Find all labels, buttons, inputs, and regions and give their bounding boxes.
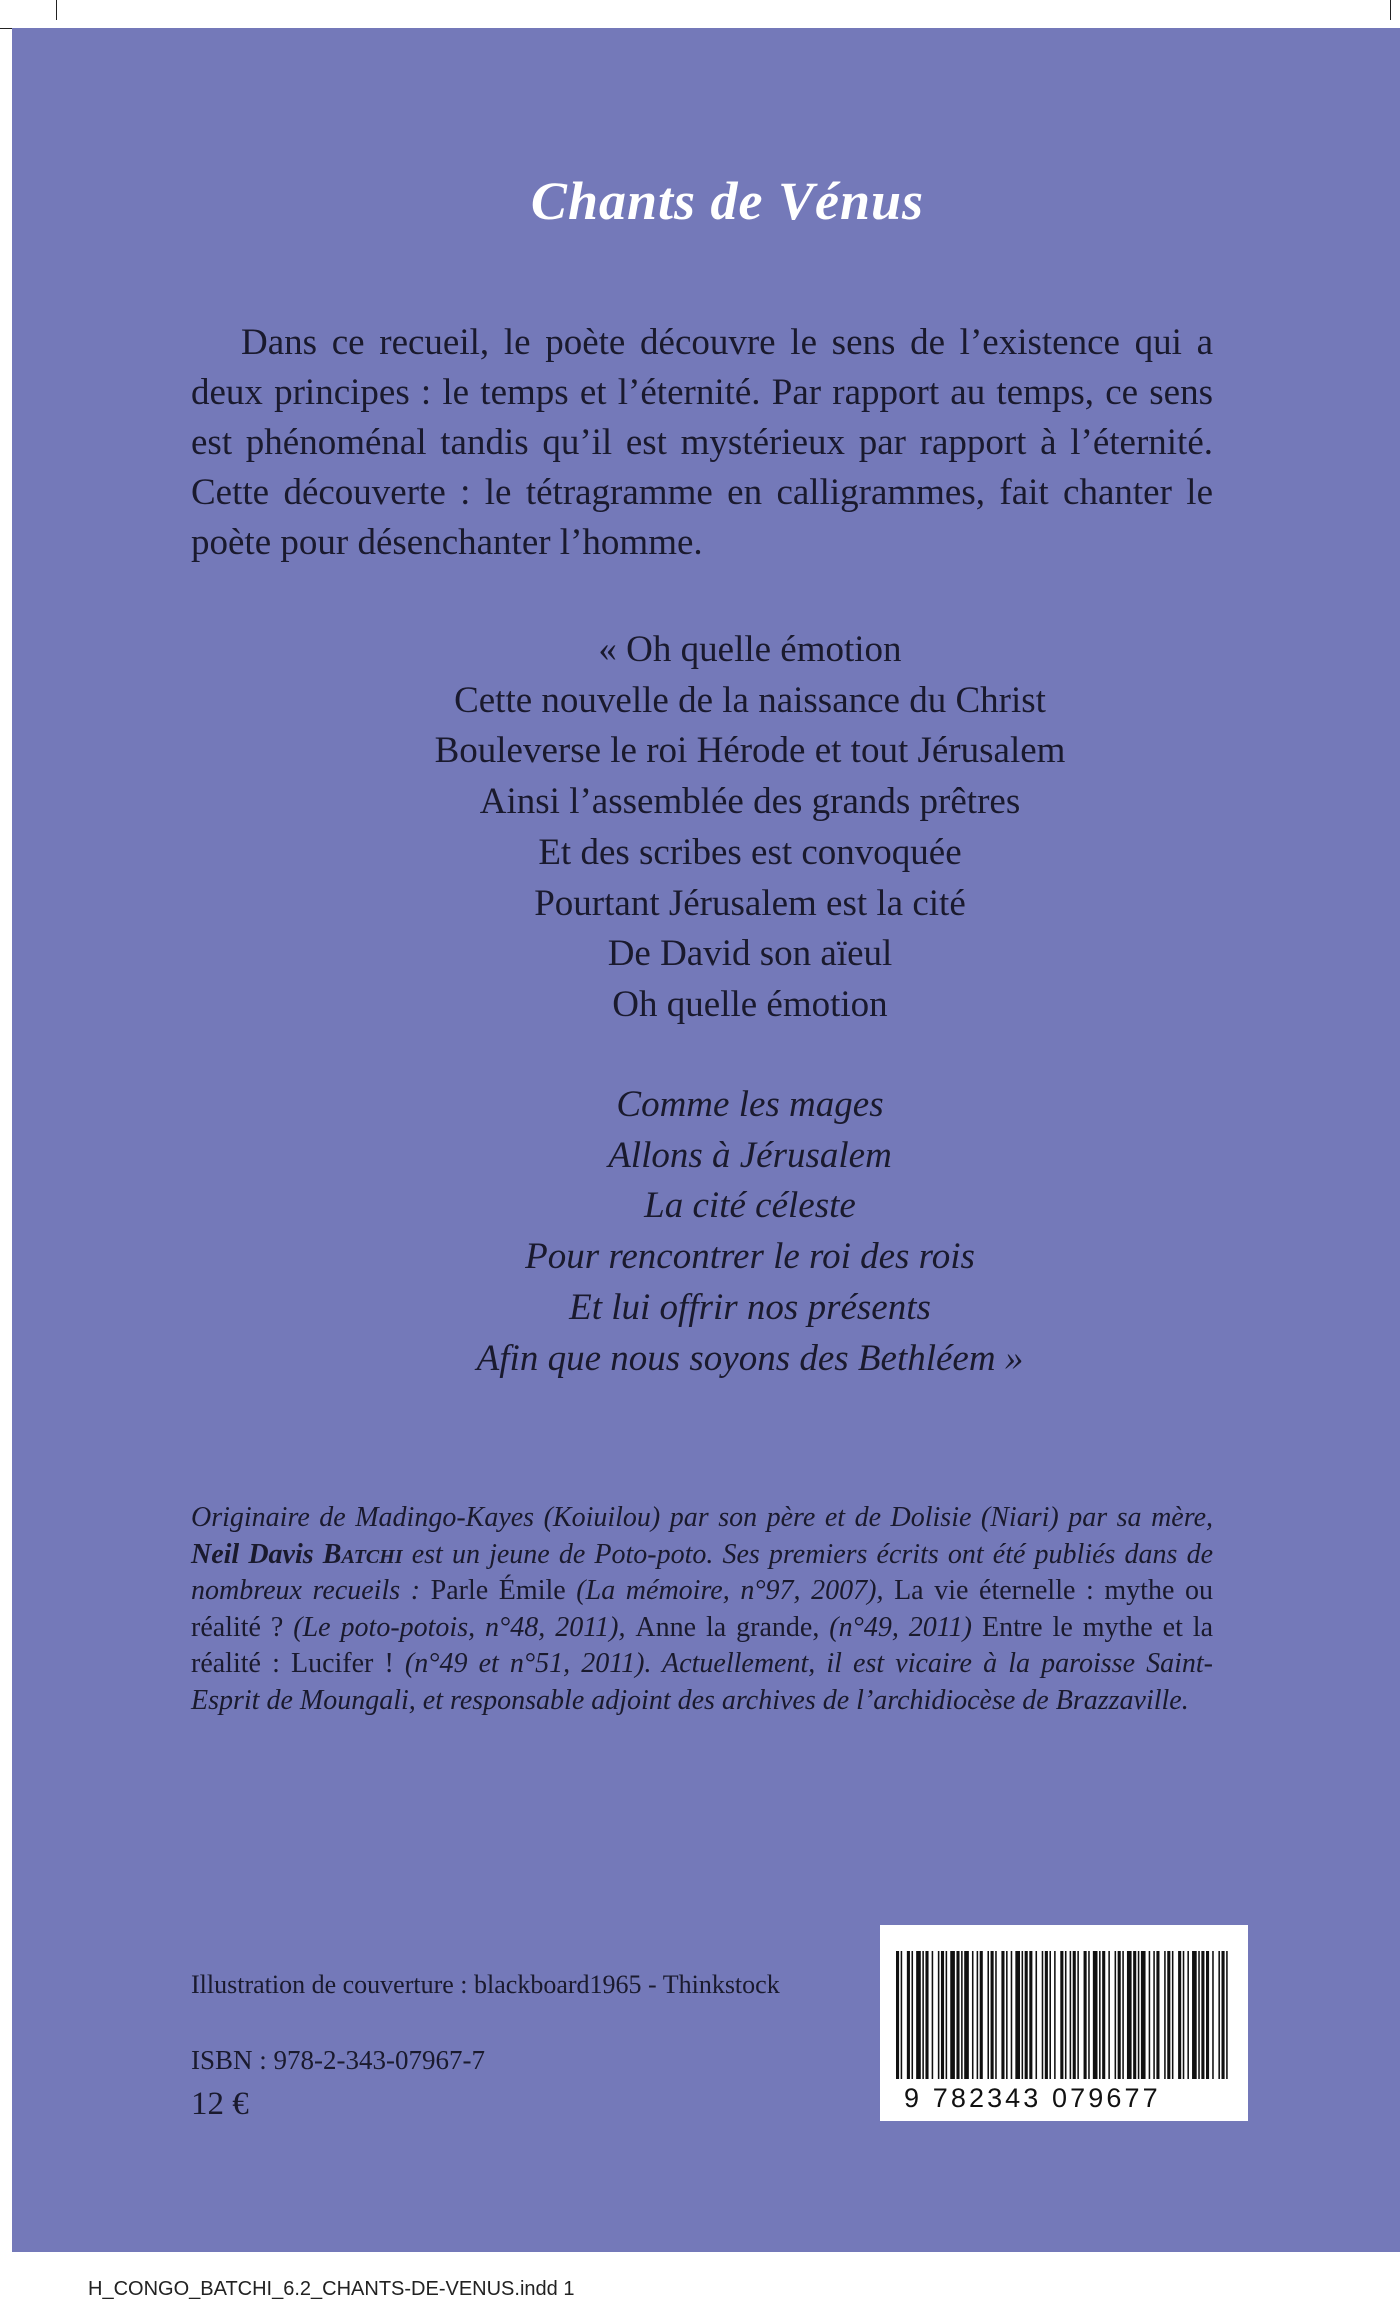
poem-line: De David son aïeul [607,933,893,975]
barcode-bar [1022,1951,1024,2079]
crop-mark [1390,0,1391,20]
bio-text: (Le poto-potois, n°48, 2011), [283,1611,636,1643]
work-title: Anne la grande, [635,1611,820,1643]
barcode-bar [932,1951,934,2079]
bio-text: (n°49, 2011) [819,1611,982,1643]
barcode-bar [950,1951,955,2079]
barcode-bar [922,1951,924,2079]
poem-line: Afin que nous soyons des Bethléem » [476,1337,1024,1379]
barcode-bar [1025,1951,1028,2079]
barcode-bar [1153,1951,1155,2079]
barcode-digits: 9 782343 079677 [904,2083,1161,2113]
barcode-bar [1122,1951,1124,2079]
barcode-bar [1118,1951,1121,2079]
poem-line: Allons à Jérusalem [608,1134,892,1176]
barcode-bar [1084,1951,1087,2079]
barcode-bar [1133,1951,1136,2079]
barcode-bar [956,1951,959,2079]
poem-stanza-1 [290,625,1210,1031]
author-name: Neil Davis [191,1538,323,1570]
poem-line: Cette nouvelle de la naissance du Christ [454,679,1046,721]
barcode-bar [1141,1951,1146,2079]
poem-line: Et lui offrir nos présents [569,1286,931,1328]
work-title: Parle Émile [430,1575,566,1606]
barcode-bar [1029,1951,1032,2079]
barcode-bar [1218,1951,1220,2079]
author-bio [191,1500,1213,1719]
poem-line: Pour rencontrer le roi des rois [525,1236,975,1278]
barcode-bar [1077,1951,1079,2079]
poem-line: La cité céleste [644,1185,856,1227]
poem-line: Ainsi l’assemblée des grands prêtres [479,781,1021,823]
barcode-bars [896,1951,1232,2079]
barcode-bar [1073,1951,1076,2079]
barcode-bar [1099,1951,1101,2079]
barcode-bar [1036,1951,1038,2079]
barcode-bar [907,1951,910,2079]
bio-text: (n°49 et n°51, 2011). Actuellement, il est vicaire à la paroisse Saint-Esprit de Moungali, et responsable adjoint des archives de l’archidiocèse de Brazzaville. [191,1648,1213,1716]
barcode-bar [1011,1951,1013,2079]
barcode-bar [901,1951,903,2079]
isbn: ISBN : 978-2-343-07967-7 [191,2045,485,2075]
barcode-bar [1198,1951,1200,2079]
barcode-bar [1015,1951,1020,2079]
bio-text: est un jeune de Poto-poto. Ses premiers écrits ont été publiés dans de nombreux recueils : [191,1538,1214,1606]
barcode-bar [1049,1951,1051,2079]
poem-line: Et des scribes est convoquée [538,831,962,873]
poem-line: « Oh quelle émotion [598,629,902,670]
barcode-bar [896,1951,899,2079]
work-title: Entre le mythe et la réalité : Lucifer ! [191,1611,1214,1679]
barcode-bar [1201,1951,1204,2079]
barcode-bar [961,1951,963,2079]
poem-line: Oh quelle émotion [612,983,888,1025]
barcode-bar [1138,1951,1140,2079]
barcode-bar [1222,1951,1225,2079]
barcode-bar [980,1951,983,2079]
barcode-bar [1156,1951,1159,2079]
barcode-bar [1172,1951,1174,2079]
bio-text: (La mémoire, n°97, 2007), [565,1575,895,1606]
poem-stanza-2 [290,1080,1210,1384]
barcode-bar [912,1951,914,2079]
barcode-bar [1088,1951,1090,2079]
barcode-bar [1183,1951,1185,2079]
barcode-bar [1108,1951,1110,2079]
barcode-bar [1149,1951,1151,2079]
barcode-bar [977,1951,979,2079]
poem-line: Comme les mages [616,1084,884,1125]
barcode [880,1925,1248,2121]
barcode-bar [1164,1951,1166,2079]
barcode-bar [1093,1951,1098,2079]
barcode-bar [1167,1951,1170,2079]
barcode-bar [1045,1951,1048,2079]
barcode-bar [1192,1951,1197,2079]
barcode-bar [1115,1951,1117,2079]
poem-line: Bouleverse le roi Hérode et tout Jérusalem [434,730,1066,772]
barcode-bar [916,1951,921,2079]
barcode-bar [1102,1951,1105,2079]
barcode-bar [972,1951,974,2079]
crop-mark [56,0,57,20]
barcode-bar [941,1951,944,2079]
barcode-bar [1070,1951,1072,2079]
barcode-bar [995,1951,997,2079]
poem-line: Pourtant Jérusalem est la cité [534,882,966,924]
barcode-bar [987,1951,989,2079]
barcode-bar [1001,1951,1004,2079]
work-title: La vie éternelle : mythe ou réalité ? [191,1575,1213,1643]
bio-text: Originaire de Madingo-Kayes (Koiuilou) par son père et de Dolisie (Niari) par sa mère, [191,1502,1213,1533]
barcode-bar [1212,1951,1214,2079]
barcode-bar [991,1951,994,2079]
barcode-bar [1178,1951,1181,2079]
book-title: Chants de Vénus [530,171,925,231]
illustration-credit: Illustration de couverture : blackboard1965 - Thinkstock [191,1970,780,1999]
barcode-bar [1060,1951,1063,2079]
intro-paragraph: Dans ce recueil, le poète découvre le sens de l’existence qui a deux principes : le temps et l’éternité. Par rapport au temps, ce sens est phénoménal tandis qu’il est mystérieux par rapport à l’éternité. Cette découverte : le tétragramme en calligrammes, fait chanter le poète pour désenchanter l’homme. [191,322,1213,563]
barcode-bar [1206,1951,1209,2079]
barcode-bar [964,1951,969,2079]
barcode-bar [938,1951,940,2079]
barcode-bar [1054,1951,1056,2079]
barcode-bar [1042,1951,1044,2079]
barcode-bar [1127,1951,1132,2079]
barcode-bar [1226,1951,1228,2079]
barcode-bar [1187,1951,1189,2079]
barcode-bar [946,1951,948,2079]
print-slug: H_CONGO_BATCHI_6.2_CHANTS-DE-VENUS.indd 1 [88,2278,575,2300]
barcode-bar [925,1951,928,2079]
author-surname: Batchi [322,1538,403,1570]
barcode-bar [1065,1951,1067,2079]
barcode-bar [1006,1951,1008,2079]
price: 12 € [191,2086,249,2122]
